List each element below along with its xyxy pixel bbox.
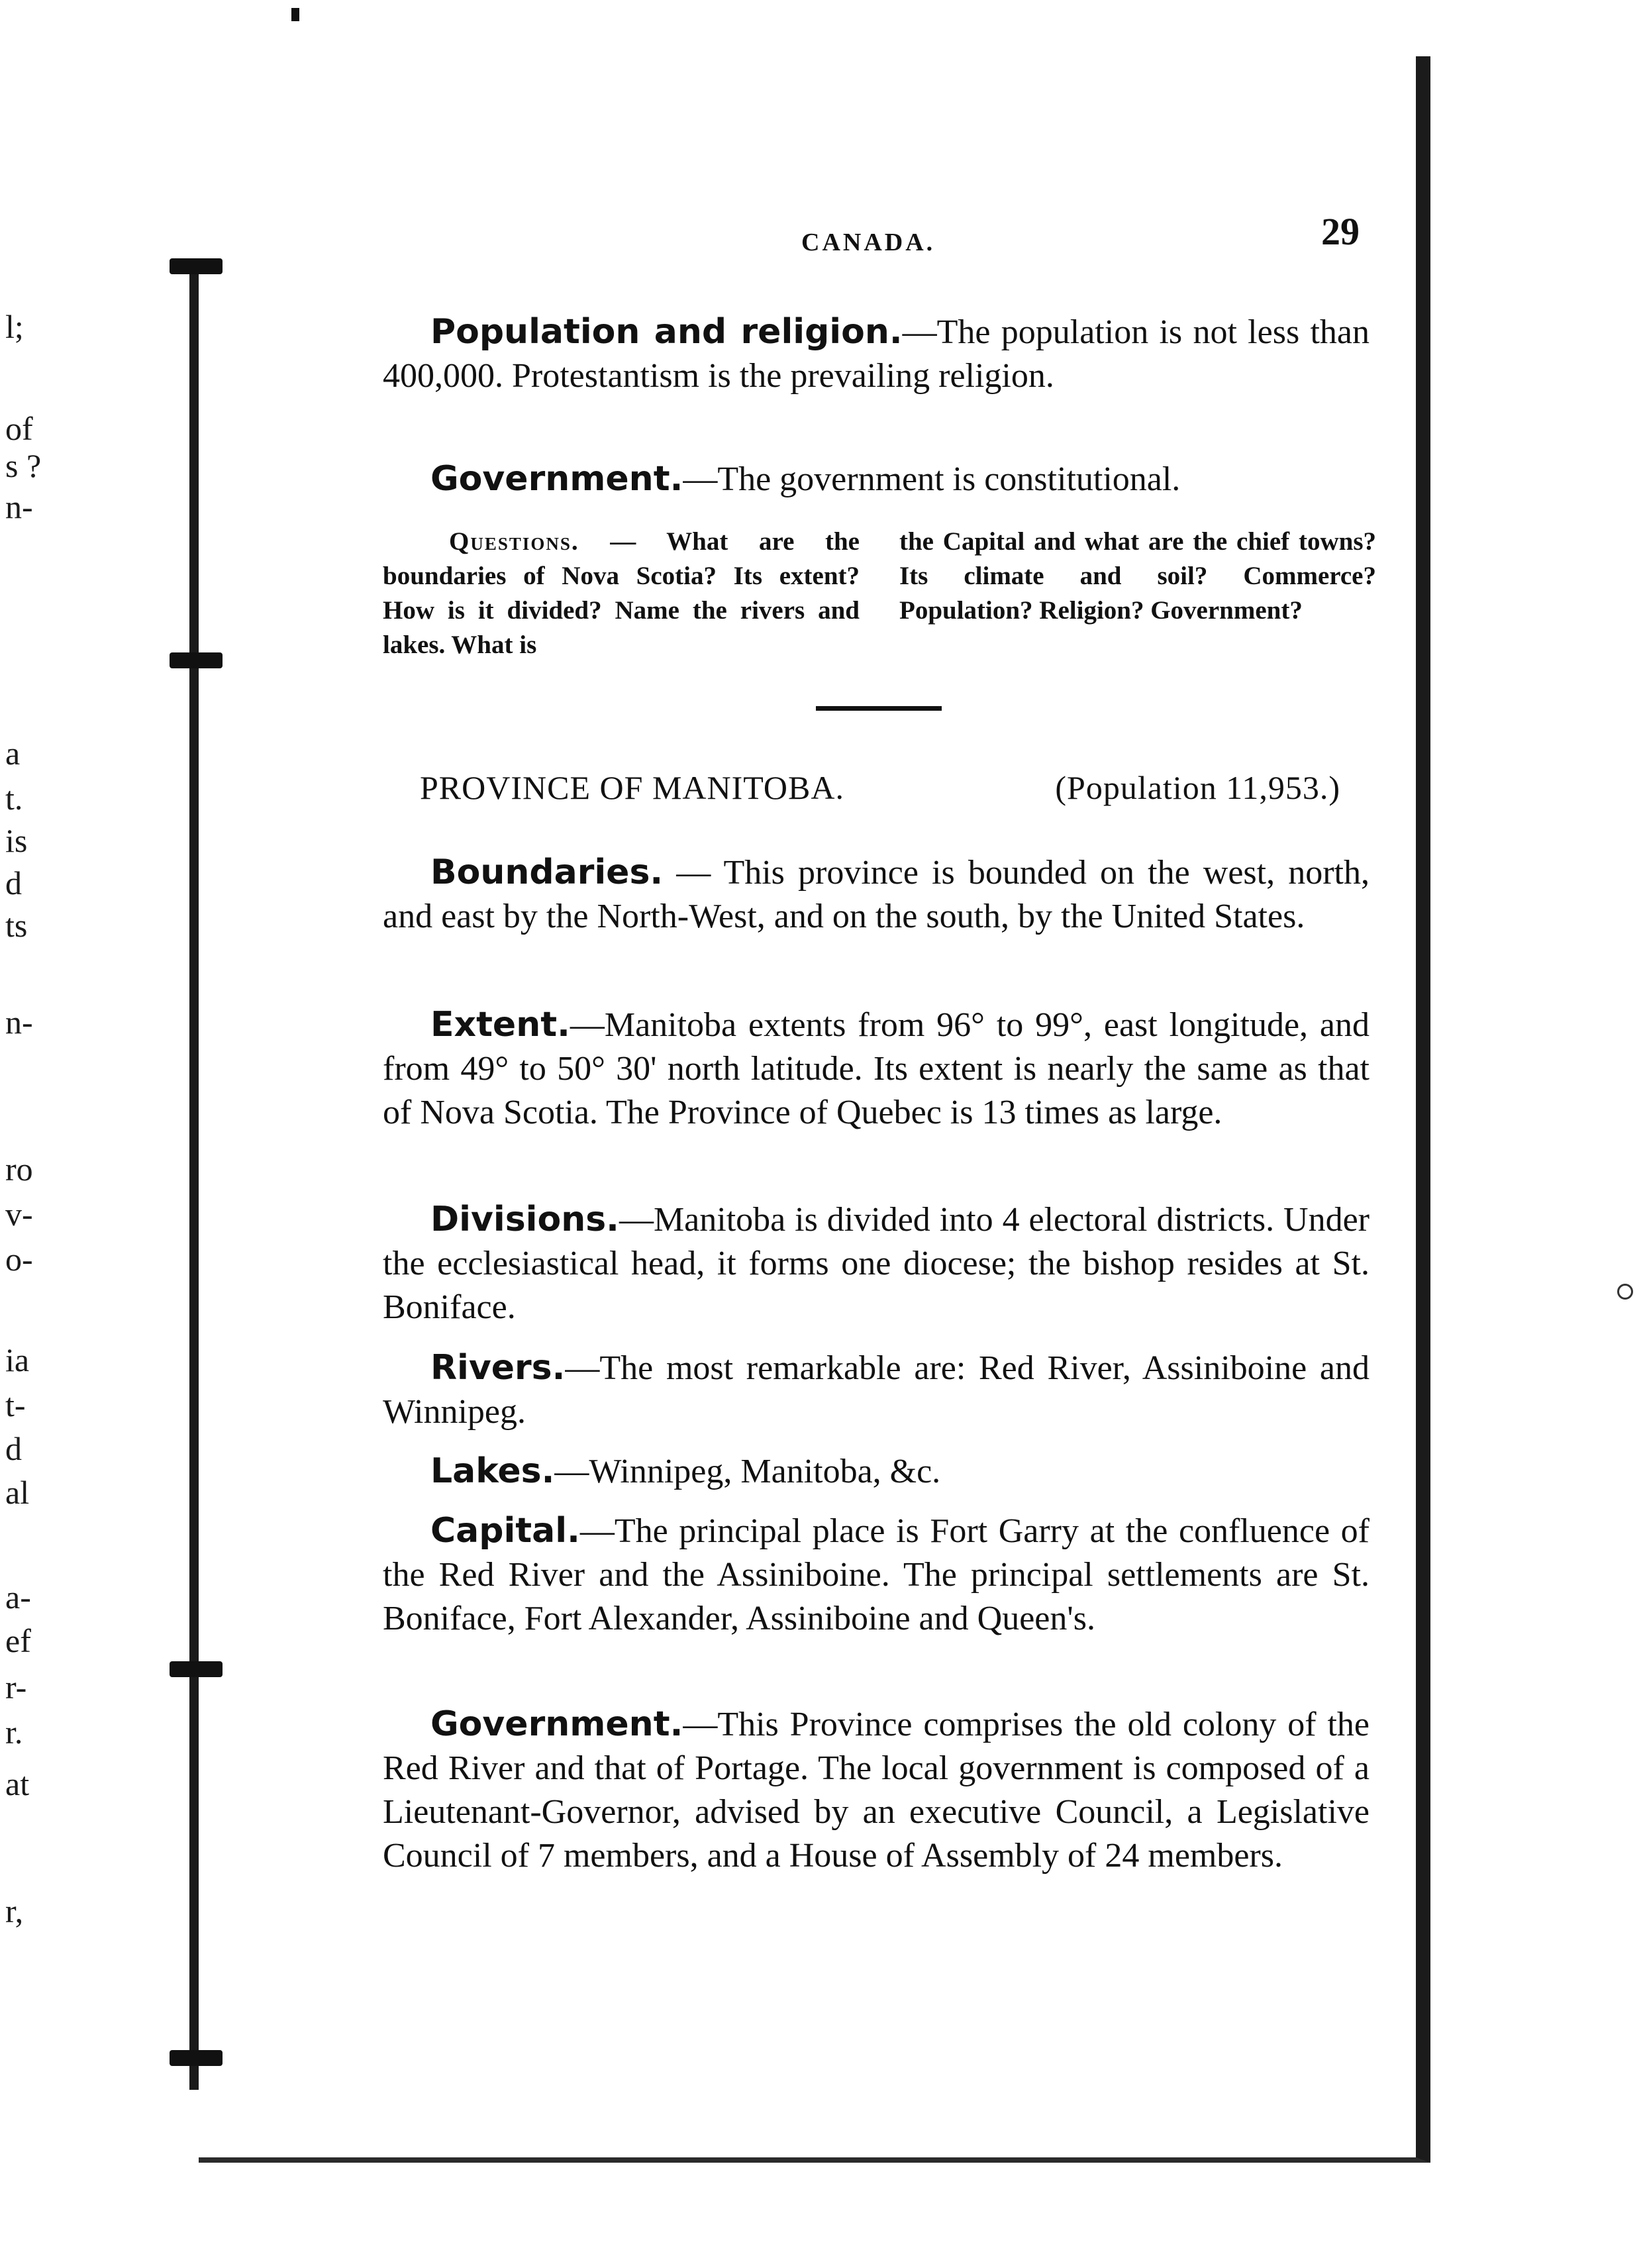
paragraph-government-manitoba bbox=[383, 1702, 1370, 1878]
paragraph-lead: Divisions. bbox=[430, 1200, 619, 1239]
paragraph-capital bbox=[383, 1509, 1370, 1641]
paragraph-lead: Government. bbox=[430, 1704, 683, 1744]
scan-speck bbox=[291, 8, 299, 21]
left-fragment: ia bbox=[5, 1341, 30, 1378]
left-fragment: n- bbox=[5, 1004, 33, 1041]
page-number: 29 bbox=[1321, 210, 1360, 253]
paragraph-text: — This province is bounded on the west, north, and east by the North-West, and on the south, by the United States. bbox=[383, 854, 1370, 935]
paragraph-text: —The government is constitutional. bbox=[683, 460, 1181, 498]
paragraph-lead: Population and religion. bbox=[430, 312, 903, 352]
paragraph-text: —Manitoba is divided into 4 electoral districts. Under the ecclesiastical head, it forms one diocese; the bishop resides at St. Boniface. bbox=[383, 1201, 1370, 1326]
left-fragment: t- bbox=[5, 1386, 26, 1423]
paragraph-rivers bbox=[383, 1346, 1370, 1434]
paragraph-lead: Extent. bbox=[430, 1005, 570, 1045]
paragraph-extent bbox=[383, 1003, 1370, 1135]
left-fragment: is bbox=[5, 822, 28, 859]
left-fragment: ro bbox=[5, 1151, 33, 1188]
left-facing-page bbox=[0, 0, 196, 2268]
left-fragment: v- bbox=[5, 1196, 33, 1233]
paragraph-text: —Winnipeg, Manitoba, &c. bbox=[554, 1453, 941, 1490]
left-fragment: d bbox=[5, 864, 22, 902]
paragraph-text: —The principal place is Fort Garry at the confluence of the Red River and the Assiniboine. The principal settlements are St. Boniface, Fort Alexander, Assiniboine and Queen's. bbox=[383, 1512, 1370, 1637]
section-divider bbox=[816, 706, 942, 711]
section-title: PROVINCE OF MANITOBA. bbox=[420, 769, 844, 806]
questions-label: Questions. bbox=[449, 527, 579, 556]
left-fragment: r, bbox=[5, 1892, 24, 1930]
paragraph-text: —The most remarkable are: Red River, Assiniboine and Winnipeg. bbox=[383, 1349, 1370, 1431]
left-fragment: s ? bbox=[5, 447, 42, 484]
left-fragment: ef bbox=[5, 1622, 31, 1659]
left-fragment: a bbox=[5, 735, 21, 772]
paragraph-boundaries bbox=[383, 850, 1370, 939]
left-fragment: r. bbox=[5, 1714, 23, 1751]
paragraph-government-ns bbox=[383, 457, 1370, 501]
left-fragment: ts bbox=[5, 907, 28, 944]
left-fragment: of bbox=[5, 410, 33, 447]
section-population: (Population 11,953.) bbox=[1055, 769, 1340, 806]
left-fragment: a- bbox=[5, 1578, 31, 1616]
paragraph-lead: Boundaries. bbox=[430, 852, 664, 892]
questions-column-right: the Capital and what are the chief towns? Its climate and soil? Commerce? Population? Religion? Government? bbox=[899, 527, 1376, 625]
paragraph-lakes bbox=[383, 1449, 1370, 1494]
questions-column-left bbox=[383, 525, 860, 662]
left-fragment: at bbox=[5, 1765, 30, 1802]
left-fragment: d bbox=[5, 1430, 22, 1467]
paragraph-divisions bbox=[383, 1198, 1370, 1329]
section-heading bbox=[420, 768, 1340, 807]
paragraph-text: —The population is not less than 400,000. Protestantism is the prevailing religion. bbox=[383, 313, 1370, 395]
scan-speck bbox=[1617, 1284, 1633, 1300]
questions-text: — What are the boundaries of Nova Scotia? Its extent? How is it divided? Name the rivers and lakes. What is bbox=[383, 527, 860, 659]
paragraph-lead: Rivers. bbox=[430, 1348, 566, 1388]
left-fragment: l; bbox=[5, 308, 24, 345]
paragraph-lead: Capital. bbox=[430, 1511, 580, 1551]
paragraph-text: —Manitoba extents from 96° to 99°, east longitude, and from 49° to 50° 30' north latitude. Its extent is nearly the same as that of Nova Scotia. The Province of Quebec is 13 times as large. bbox=[383, 1006, 1370, 1131]
left-fragment: t. bbox=[5, 780, 23, 817]
review-questions bbox=[383, 525, 1376, 662]
paragraph-text: —This Province comprises the old colony of the Red River and that of Portage. The local government is composed of a Lieutenant-Governor, advised by an executive Council, a Legislative Council of 7 members, and a House of Assembly of 24 members. bbox=[383, 1706, 1370, 1875]
running-title: CANADA. bbox=[801, 229, 936, 256]
left-fragment: n- bbox=[5, 488, 33, 525]
paragraph-population bbox=[383, 310, 1370, 398]
paragraph-lead: Lakes. bbox=[430, 1451, 555, 1491]
page-binding bbox=[189, 262, 199, 2090]
left-fragment: al bbox=[5, 1474, 30, 1511]
left-fragment: o- bbox=[5, 1241, 33, 1278]
paragraph-lead: Government. bbox=[430, 459, 683, 499]
left-fragment: r- bbox=[5, 1669, 27, 1706]
